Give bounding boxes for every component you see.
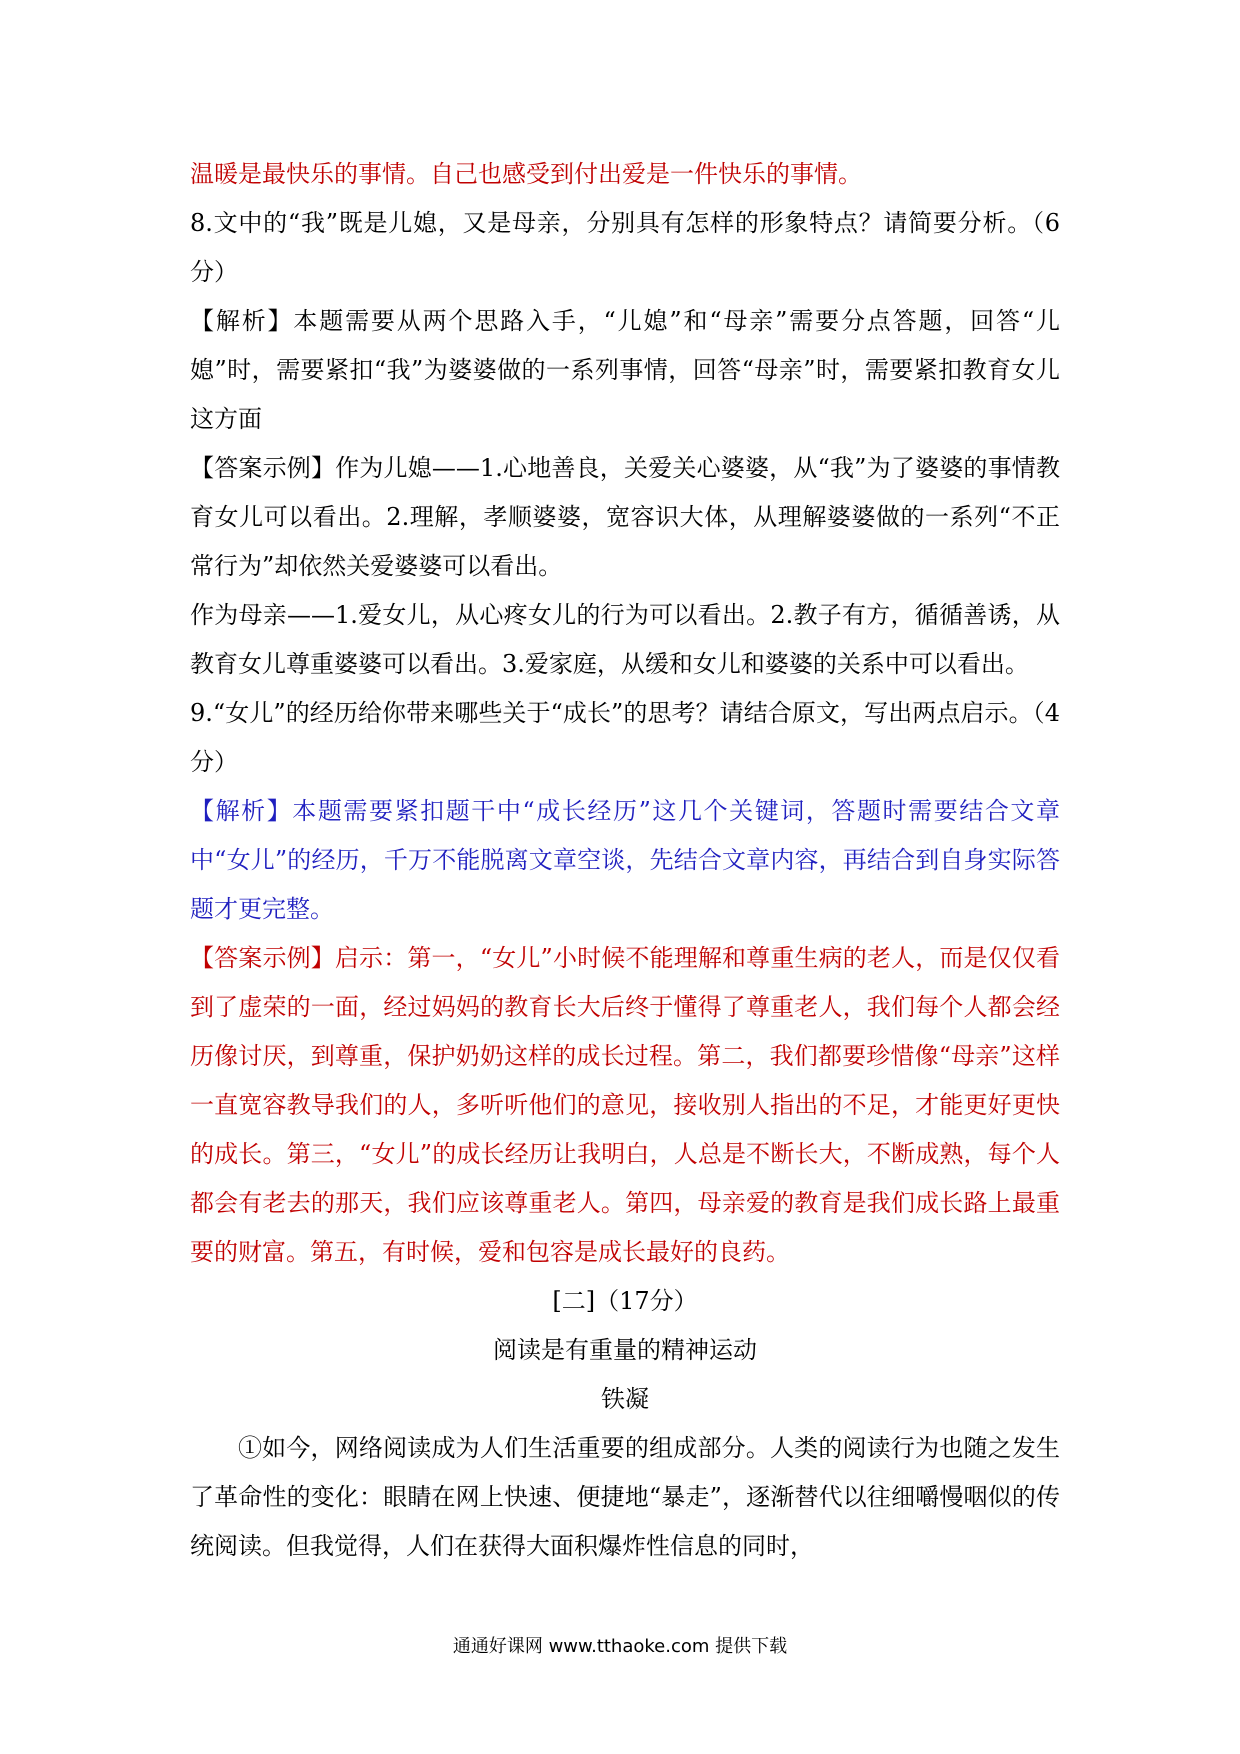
document-body	[190, 150, 1060, 1571]
question-9-analysis: 【解析】本题需要紧扣题干中“成长经历”这几个关键词，答题时需要结合文章中“女儿”的经历，千万不能脱离文章空谈，先结合文章内容，再结合到自身实际答题才更完整。	[190, 797, 1060, 923]
page-footer: 通通好课网 www.tthaoke.com 提供下载	[452, 1636, 788, 1657]
article-paragraph-1: ①如今，网络阅读成为人们生活重要的组成部分。人类的阅读行为也随之发生了革命性的变化：眼睛在网上快速、便捷地“暴走”，逐渐替代以往细嚼慢咽似的传统阅读。但我觉得，人们在获得大面积爆炸性信息的同时，	[190, 1434, 1060, 1560]
question-8-answer-mother: 作为母亲——1.爱女儿，从心疼女儿的行为可以看出。2.教子有方，循循善诱，从教育女儿尊重婆婆可以看出。3.爱家庭，从缓和女儿和婆婆的关系中可以看出。	[190, 601, 1060, 678]
article-author: 铁凝	[601, 1385, 649, 1413]
question-8: 8.文中的“我”既是儿媳，又是母亲，分别具有怎样的形象特点？请简要分析。（6分）	[190, 209, 1060, 286]
section-heading: [二]（17分）	[552, 1287, 698, 1315]
q7-answer-tail: 温暖是最快乐的事情。自己也感受到付出爱是一件快乐的事情。	[190, 160, 862, 188]
question-8-answer-daughter-in-law: 【答案示例】作为儿媳——1.心地善良，关爱关心婆婆，从“我”为了婆婆的事情教育女儿可以看出。2.理解，孝顺婆婆，宽容识大体，从理解婆婆做的一系列“不正常行为”却依然关爱婆婆可以看出。	[190, 454, 1060, 580]
question-8-analysis: 【解析】本题需要从两个思路入手，“儿媳”和“母亲”需要分点答题，回答“儿媳”时，需要紧扣“我”为婆婆做的一系列事情，回答“母亲”时，需要紧扣教育女儿这方面	[190, 307, 1060, 433]
question-9: 9.“女儿”的经历给你带来哪些关于“成长”的思考？请结合原文，写出两点启示。（4分）	[190, 699, 1060, 776]
article-title: 阅读是有重量的精神运动	[493, 1336, 757, 1364]
question-9-answer: 【答案示例】启示：第一，“女儿”小时候不能理解和尊重生病的老人，而是仅仅看到了虚荣的一面，经过妈妈的教育长大后终于懂得了尊重老人，我们每个人都会经历像讨厌，到尊重，保护奶奶这样的成长过程。第二，我们都要珍惜像“母亲”这样一直宽容教导我们的人，多听听他们的意见，接收别人指出的不足，才能更好更快的成长。第三，“女儿”的成长经历让我明白，人总是不断长大，不断成熟，每个人都会有老去的那天，我们应该尊重老人。第四，母亲爱的教育是我们成长路上最重要的财富。第五，有时候，爱和包容是成长最好的良药。	[190, 944, 1060, 1266]
